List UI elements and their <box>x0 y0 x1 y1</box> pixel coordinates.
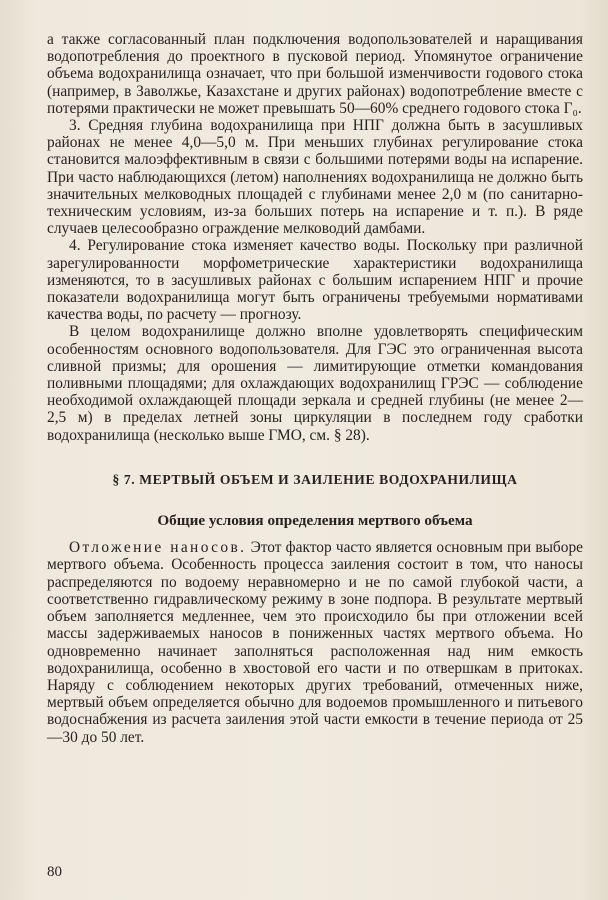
page-number: 80 <box>47 864 62 880</box>
paragraph-item-4: 4. Регулирование стока изменяет качество воды. Поскольку при различной зарегулированности морфометрические характеристики водохранилища изменяются, то в засушливых районах с большим испарением НПГ и прочие показатели водохранилища могут быть ограничены требуемыми нормативами качества воды, по расчету — прогнозу. <box>47 237 583 324</box>
paragraph-summary: В целом водохранилище должно вполне удовлетворять специфическим особенностям основного водопользователя. Для ГЭС это ограниченная высота сливной призмы; для орошения — лимитирующие отметки командования поливными площадями; для охлаждающих водохранилищ ГРЭС — соблюдение необходимой охлаждающей площади зеркала и средней глубины (не менее 2—2,5 м) в пределах летней зоны циркуляции в последнем году сработки водохранилища (несколько выше ГМО, см. § 28). <box>47 323 583 444</box>
paragraph-sediment <box>47 539 583 745</box>
paragraph-continuation: а также согласованный план подключения водопользователей и наращивания водопотребления до проектного в пусковой период. Упомянутое ограничение объема водохранилища означает, что при большой изменчивости годового стока (например, в Заволжье, Казахстане и других районах) водопотребление вместе с потерями практически не может превышать 50—60% среднего годового стока Г₀. <box>47 31 583 117</box>
paragraph-lead-term: Отложение наносов. <box>69 539 247 557</box>
paragraph-item-3: 3. Средняя глубина водохранилища при НПГ должна быть в засушливых районах не менее 4,0—5,0 м. При меньших глубинах регулирование стока становится малоэффективным в связи с большими потерями воды на испарение. При часто наблюдающихся (летом) наполнениях водохранилища не должно быть значительных мелководных площадей с глубинами менее 2,0 м (по санитарно-техническим условиям, из-за больших потерь на испарение и т. п.). В ряде случаев целесообразно ограждение мелководий дамбами. <box>47 117 583 238</box>
subsection-heading: Общие условия определения мертвого объема <box>157 512 473 530</box>
page-text <box>47 31 583 746</box>
section-heading: § 7. МЕРТВЫЙ ОБЪЕМ И ЗАИЛЕНИЕ ВОДОХРАНИЛИЩА <box>112 471 518 487</box>
paragraph-body: Этот фактор часто является основным при выборе мертвого объема. Особенность процесса заиления состоит в том, что наносы распределяются по водоему неравномерно и не по самой глубокой части, а соответственно гидравлическому режиму в зоне подпора. В результате мертвый объем заполняется медленнее, чем это происходило бы при отложении всей массы задерживаемых наносов в пониженных частях мертвого объема. Но одновременно начинает заполняться расположенная над ним емкость водохранилища, особенно в хвостовой его части и по отвершкам в притоках. Наряду с соблюдением некоторых других требований, отмеченных ниже, мертвый объем определяется обычно для водоемов промышленного и питьевого водоснабжения из расчета заиления этой части емкости в течение периода от 25—30 до 50 лет. <box>47 539 583 746</box>
